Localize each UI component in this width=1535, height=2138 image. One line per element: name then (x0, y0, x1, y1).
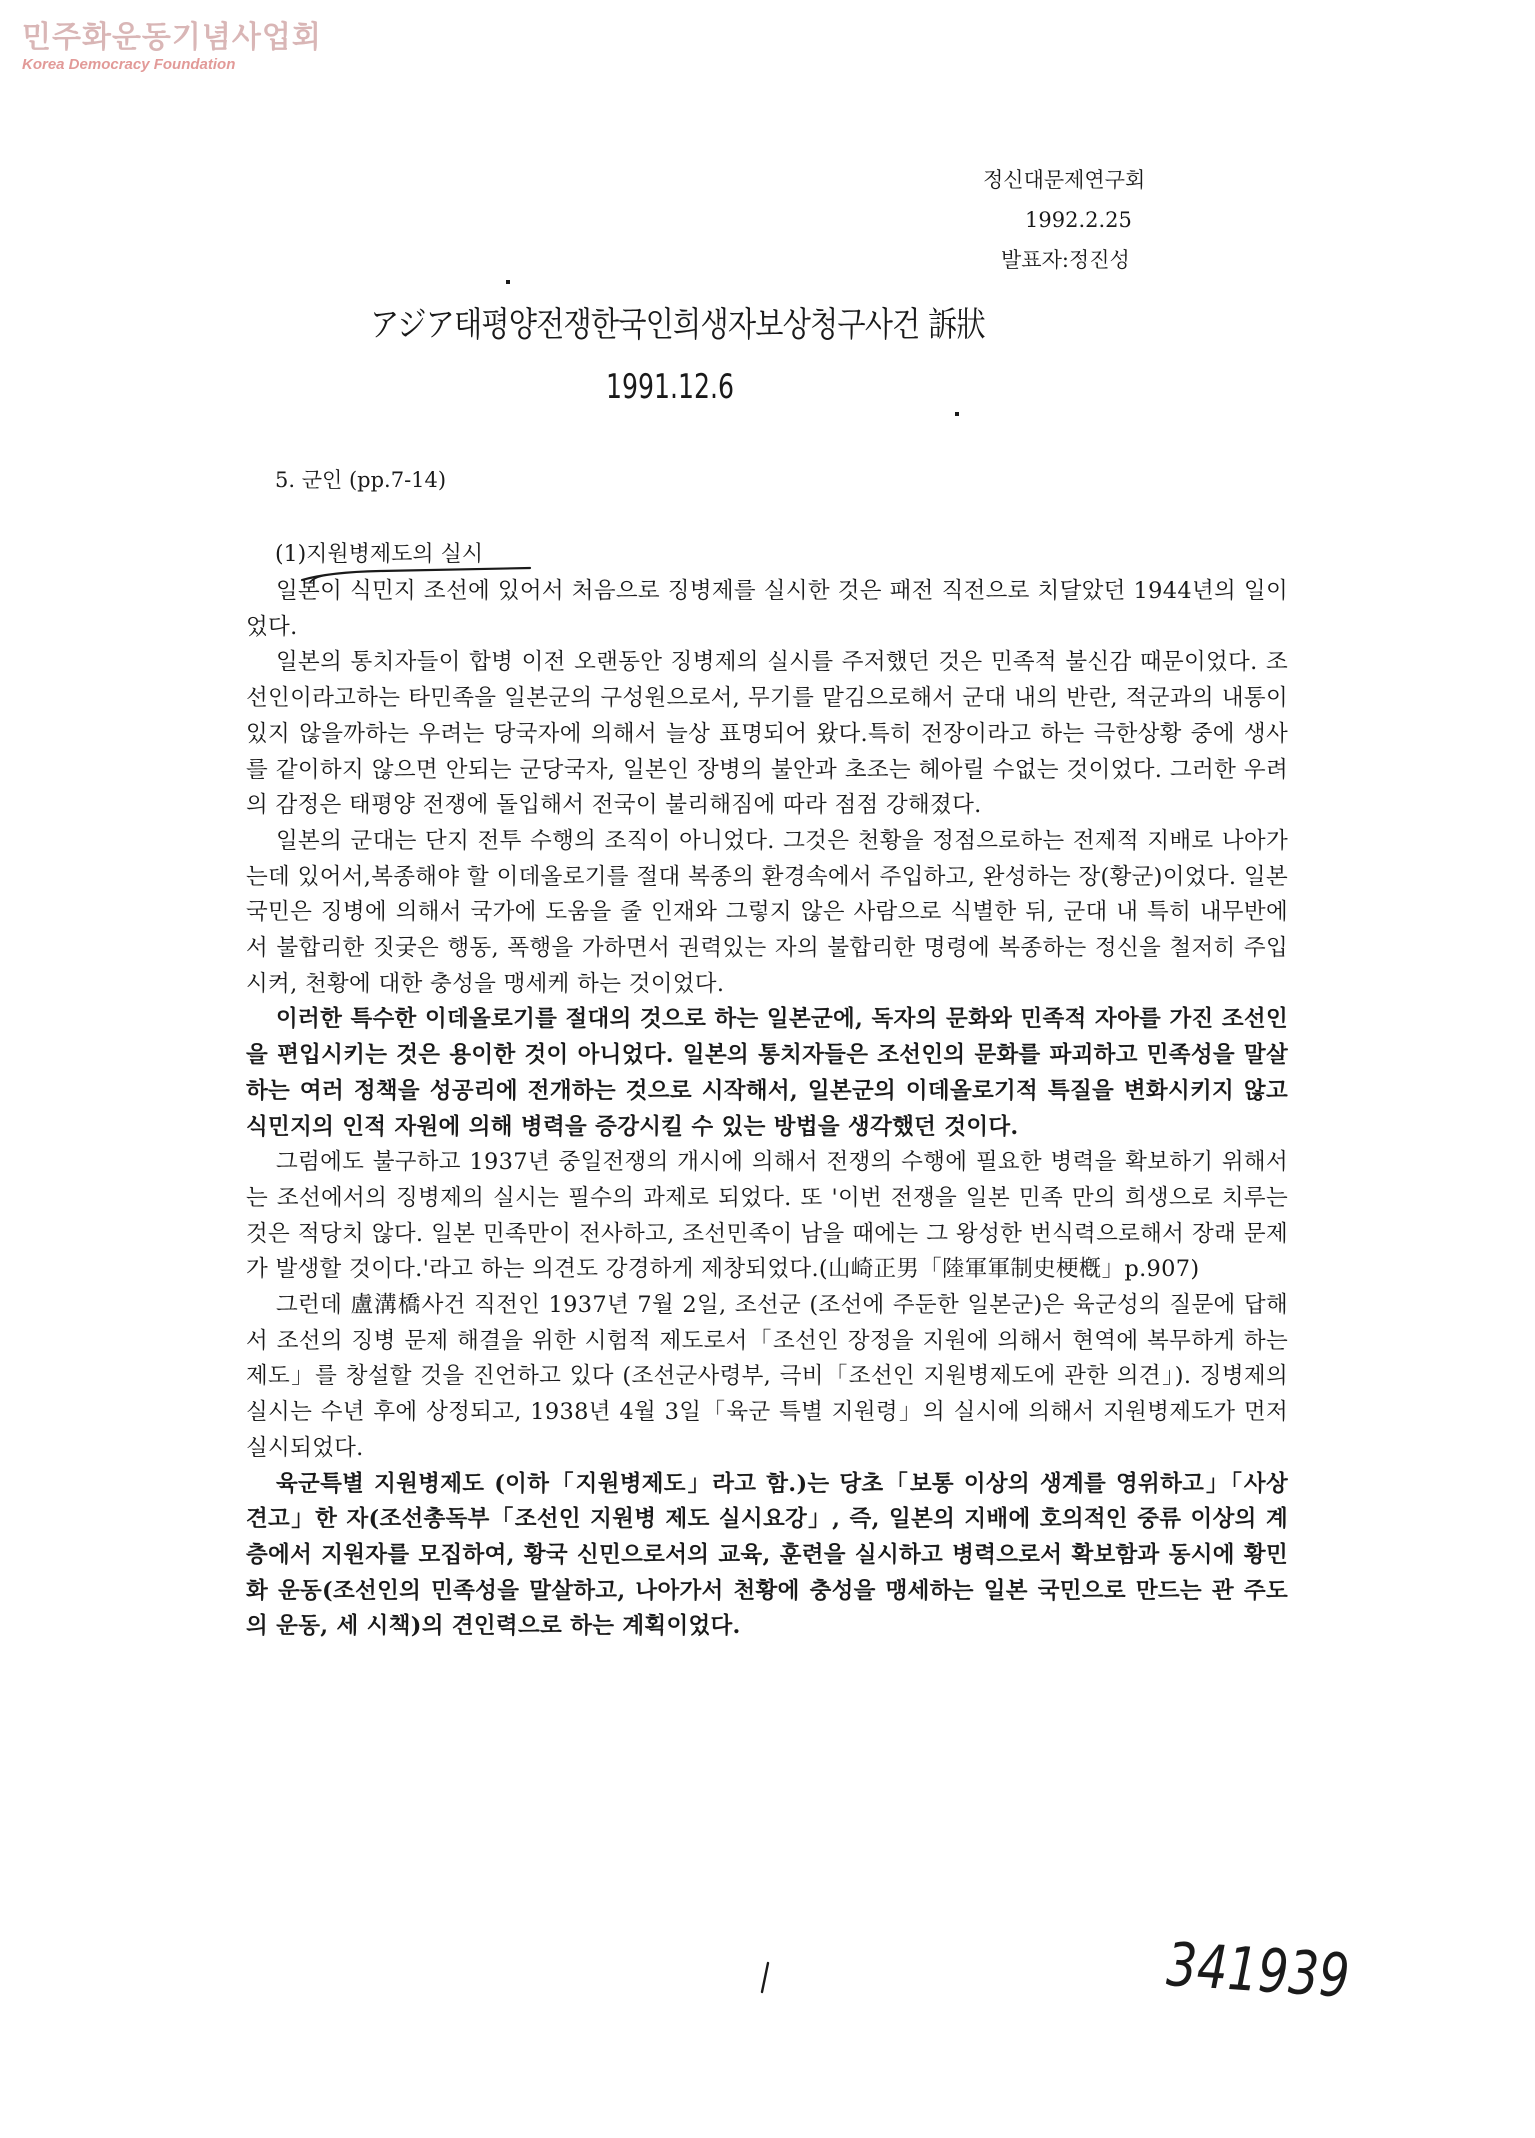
meta-date: 1992.2.25 (1025, 208, 1132, 232)
paragraph: 그럼에도 불구하고 1937년 중일전쟁의 개시에 의해서 전쟁의 수행에 필요한 병력을 확보하기 위해서는 조선에서의 징병제의 실시는 필수의 과제로 되었다. 또 '이번 전쟁을 일본 민족 만의 희생으로 치루는 것은 적당치 않다. 일본 민족만이 전사하고, 조선민족이 남을 때에는 그 왕성한 번식력으로해서 장래 문제가 발생할 것이다.'라고 하는 의견도 강경하게 제창되었다.(山崎正男「陸軍軍制史梗槪」p.907) (246, 1149, 1288, 1283)
paragraph: 그런데 盧溝橋사건 직전인 1937년 7월 2일, 조선군 (조선에 주둔한 일본군)은 육군성의 질문에 답해서 조선의 징병 문제 해결을 위한 시험적 제도로서「조선인 장정을 지원에 의해서 현역에 복무하게 하는 제도」를 창설할 것을 진언하고 있다 (조선군사령부, 극비「조선인 지원병제도에 관한 의견」). 징병제의 실시는 수년 후에 상정되고, 1938년 4월 3일「육군 특별 지원령」의 실시에 의해서 지원병제도가 먼저 실시되었다. (246, 1292, 1288, 1461)
document-date: 1991.12.6 (606, 367, 735, 407)
watermark-logo (22, 20, 322, 74)
watermark-english-text: Korea Democracy Foundation (22, 56, 236, 73)
section-heading: 5. 군인 (pp.7-14) (275, 468, 447, 492)
paragraph: 육군특별 지원병제도 (이하「지원병제도」라고 함.)는 당초「보통 이상의 생계를 영위하고」「사상 견고」한 자(조선총독부「조선인 지원병 제도 실시요강」, 즉, 일본의 지배에 호의적인 중류 이상의 계층에서 지원자를 모집하여, 황국 신민으로서의 교육, 훈련을 실시하고 병력으로서 확보함과 동시에 황민화 운동(조선인의 민족성을 말살하고, 나아가서 천황에 충성을 맹세하는 일본 국민으로 만드는 관 주도의 운동, 세 시책)의 견인력으로 하는 계획이었다. (246, 1470, 1288, 1640)
paragraph: 일본이 식민지 조선에 있어서 처음으로 징병제를 실시한 것은 패전 직전으로 치달았던 1944년의 일이었다. (246, 578, 1288, 640)
document-title: アジア태평양전쟁한국인희생자보상청구사건 訴狀 (370, 305, 985, 345)
meta-organization: 정신대문제연구회 (983, 168, 1146, 192)
watermark-korean-text: 민주화운동기념사업회 (22, 20, 322, 55)
handwritten-number: 341939 (1165, 1930, 1351, 2012)
paragraph: 이러한 특수한 이데올로기를 절대의 것으로 하는 일본군에, 독자의 문화와 민족적 자아를 가진 조선인을 편입시키는 것은 용이한 것이 아니었다. 일본의 통치자들은 조선인의 문화를 파괴하고 민족성을 말살하는 여러 정책을 성공리에 전개하는 것으로 시작해서, 일본군의 이데올로기적 특질을 변화시키지 않고 식민지의 인적 자원에 의해 병력을 증강시킬 수 있는 방법을 생각했던 것이다. (246, 1006, 1288, 1140)
scan-dot (506, 280, 510, 284)
body-text (246, 574, 1288, 1645)
scan-stroke (758, 1960, 772, 1996)
paragraph: 일본의 통치자들이 합병 이전 오랜동안 징병제의 실시를 주저했던 것은 민족적 불신감 때문이었다. 조선인이라고하는 타민족을 일본군의 구성원으로서, 무기를 맡김으로해서 군대 내의 반란, 적군과의 내통이 있지 않을까하는 우려는 당국자에 의해서 늘상 표명되어 왔다.특히 전장이라고 하는 극한상황 중에 생사를 같이하지 않으면 안되는 군당국자, 일본인 장병의 불안과 초조는 헤아릴 수없는 것이었다. 그러한 우려의 감정은 태평양 전쟁에 돌입해서 전국이 불리해짐에 따라 점점 강해졌다. (246, 649, 1288, 819)
header-meta (965, 160, 1225, 280)
scan-dot (955, 412, 959, 416)
subsection-heading: (1)지원병제도의 실시 (275, 542, 484, 567)
meta-presenter: 발표자:정진성 (1001, 248, 1130, 272)
paragraph: 일본의 군대는 단지 전투 수행의 조직이 아니었다. 그것은 천황을 정점으로하는 전제적 지배로 나아가는데 있어서,복종해야 할 이데올로기를 절대 복종의 환경속에서 주입하고, 완성하는 장(황군)이었다. 일본 국민은 징병에 의해서 국가에 도움을 줄 인재와 그렇지 않은 사람으로 식별한 뒤, 군대 내 특히 내무반에서 불합리한 짓궂은 행동, 폭행을 가하면서 권력있는 자의 불합리한 명령에 복종하는 정신을 철저히 주입시켜, 천황에 대한 충성을 맹세케 하는 것이었다. (246, 827, 1288, 997)
